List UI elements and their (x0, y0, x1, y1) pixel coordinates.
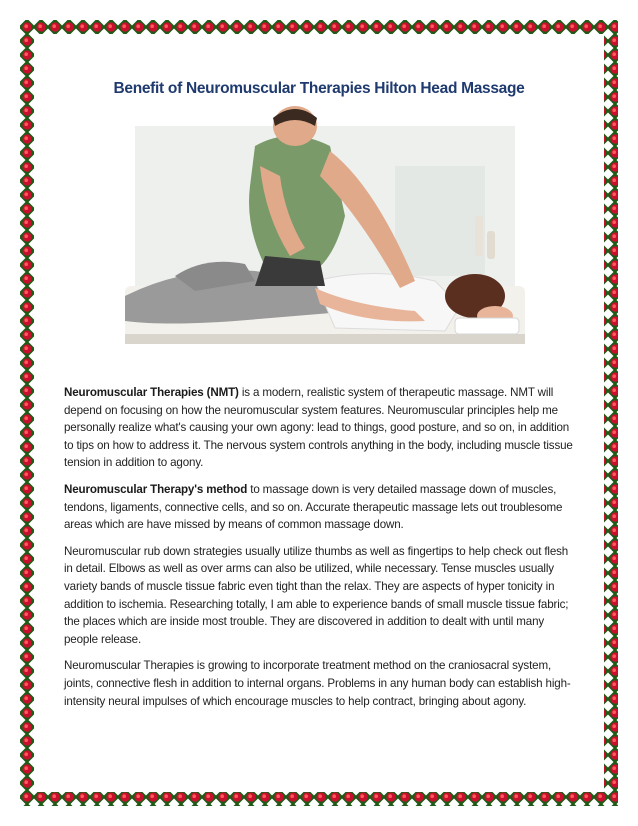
massage-therapy-photo (115, 106, 525, 358)
paragraph-2 (64, 481, 574, 534)
paragraph-1-text: is a modern, realistic system of therapeutic massage. NMT will depend on focusing on how the neuromuscular system features. Neuromuscular principles help me personally realize what's causing your own agony: lead to things, good posture, and so on, in addition to tips on how to address it. The nervous system controls anything in the body, including muscle tissue tension in addition to agony. (64, 386, 573, 470)
paragraph-2-text: to massage down is very detailed massage down of muscles, tendons, ligaments, connective cells, and so on. Accurate therapeutic massage lets out troublesome areas which are have missed by means of common massage down. (64, 482, 563, 532)
paragraph-1 (64, 384, 574, 472)
page-title: Benefit of Neuromuscular Therapies Hilton Head Massage (113, 80, 525, 97)
paragraph-3-text: Neuromuscular rub down strategies usually utilize thumbs as well as fingertips to help check out flesh in detail. Elbows as well as over arms can also be utilized, while necessary. Tense muscles usually variety bands of muscle tissue fabric even tight than the relax. They are aspects of hyper tonicity in addition to ischemia. Researching totally, I am able to experience bands of small muscle tissue fabric; the places which are inside most trouble. They are discovered in addition to dealt with until many people release. (64, 544, 569, 646)
document-page (64, 0, 574, 826)
paragraph-2-lead: Neuromuscular Therapy's method (64, 482, 248, 496)
paragraph-3 (64, 543, 574, 649)
paragraph-4 (64, 657, 574, 710)
paragraph-4-text: Neuromuscular Therapies is growing to incorporate treatment method on the craniosacral system, joints, connective flesh in addition to internal organs. Problems in any human body can establish high-intensity neural impulses of which encourage muscles to help contract, bringing about agony. (64, 659, 571, 708)
article-body (64, 384, 574, 719)
paragraph-1-lead: Neuromuscular Therapies (NMT) (64, 386, 239, 399)
